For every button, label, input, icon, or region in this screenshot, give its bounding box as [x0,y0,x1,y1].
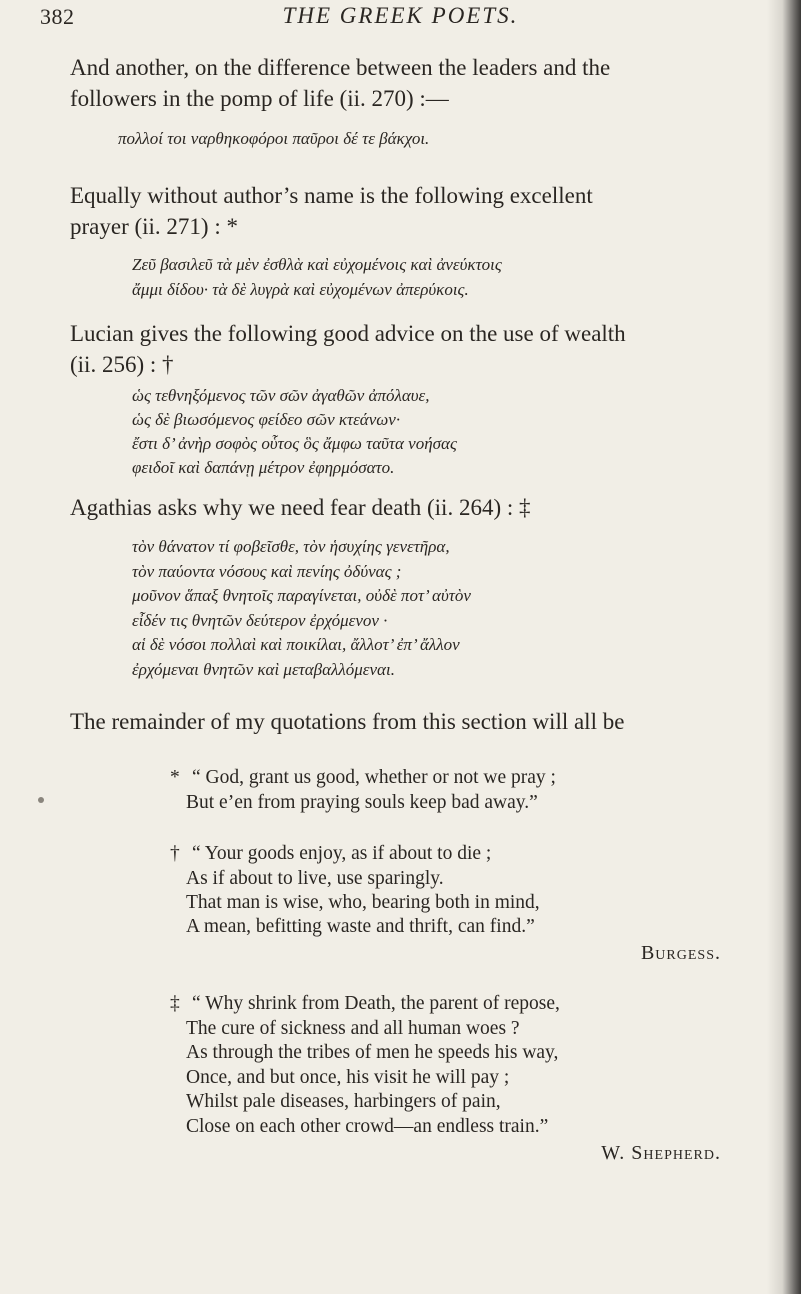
greek-line: ἐρχόμεναι θνητῶν καὶ μεταβαλλόμεναι. [132,659,395,679]
ink-spot [38,797,44,803]
footnote-line: As through the tribes of men he speeds his way, [186,1042,559,1063]
greek-quote-3 [0,384,801,480]
footnote-attribution: Burgess. [640,942,721,964]
greek-line: μοῦνον ἅπαξ θνητοῖς παραγίνεται, οὐδὲ ποτ’ αὐτὸν [132,586,471,605]
page-header [0,0,801,40]
text-line: prayer (ii. 271) : * [70,214,238,239]
greek-line: εἶδέν τις θνητῶν δεύτερον ἐρχόμενον · [132,610,388,630]
footnote-line: As if about to live, use sparingly. [186,868,444,889]
greek-line: φειδοῖ καὶ δαπάνῃ μέτρον ἐφηρμόσατο. [132,458,395,477]
greek-quote-4 [0,535,801,682]
running-title: THE GREEK POETS. [282,3,519,28]
footnote-line: A mean, befitting waste and thrift, can find.” [186,916,535,937]
footnote-line: Once, and but once, his visit he will pay ; [186,1067,510,1088]
footnote-line: “ Your goods enjoy, as if about to die ; [192,843,492,864]
greek-quote-2 [0,252,801,302]
text-line: (ii. 256) : † [70,352,174,377]
greek-line: τὸν θάνατον τί φοβεῖσθε, τὸν ἡσυχίης γενετῆρα, [132,537,450,556]
text-line: The remainder of my quotations from this section will all be [70,709,625,734]
text-line: Equally without author’s name is the following excellent [70,183,593,208]
greek-line: τὸν παύοντα νόσους καὶ πενίης ὀδύνας ; [132,561,402,581]
greek-line: Ζεῦ βασιλεῦ τὰ μὲν ἐσθλὰ καὶ εὐχομένοις καὶ ἀνεύκτοις [132,255,502,274]
text-line: And another, on the difference between the leaders and the [70,55,611,80]
footnote-mark-dagger: † [170,843,180,864]
text-line: followers in the pomp of life (ii. 270) :— [70,86,449,111]
footnote-mark-double-dagger: ‡ [170,993,180,1014]
footnote-line: Close on each other crowd—an endless train.” [186,1116,549,1137]
greek-line: ὡς δὲ βιωσόμενος φείδεο σῶν κτεάνων· [132,410,401,429]
footnote-line: “ Why shrink from Death, the parent of repose, [192,993,560,1014]
greek-quote-1 [0,126,801,151]
footnote-attribution: W. Shepherd. [601,1142,721,1164]
text-line: Lucian gives the following good advice on the use of wealth [70,321,626,346]
footnote-line: The cure of sickness and all human woes ? [186,1018,520,1039]
paragraph-4 [70,492,770,523]
footnote-line: But e’en from praying souls keep bad away.” [186,792,538,813]
text-line: Agathias asks why we need fear death (ii. 264) : ‡ [70,495,531,520]
greek-line: ὡς τεθνηξόμενος τῶν σῶν ἀγαθῶν ἀπόλαυε, [132,386,430,405]
footnote-line: Whilst pale diseases, harbingers of pain, [186,1091,501,1112]
paragraph-3 [70,318,770,380]
paragraph-2 [70,180,770,242]
greek-line: ἔστι δ’ ἀνὴρ σοφὸς οὗτος ὃς ἄμφω ταῦτα νοήσας [132,434,457,453]
page-number: 382 [40,4,75,29]
footnote-line: That man is wise, who, bearing both in mind, [186,892,540,913]
greek-line: πολλοί τοι ναρθηκοφόροι παῦροι δέ τε βάκχοι. [118,129,430,148]
footnote-mark-asterisk: * [170,767,180,788]
paragraph-5 [70,706,770,737]
greek-line: αἱ δὲ νόσοι πολλαὶ καὶ ποικίλαι, ἄλλοτ’ ἐπ’ ἄλλον [132,635,460,654]
greek-line: ἄμμι δίδου· τὰ δὲ λυγρὰ καὶ εὐχομένων ἀπερύκοις. [132,280,469,299]
paragraph-1 [70,52,770,114]
footnote-line: “ God, grant us good, whether or not we pray ; [192,767,556,788]
